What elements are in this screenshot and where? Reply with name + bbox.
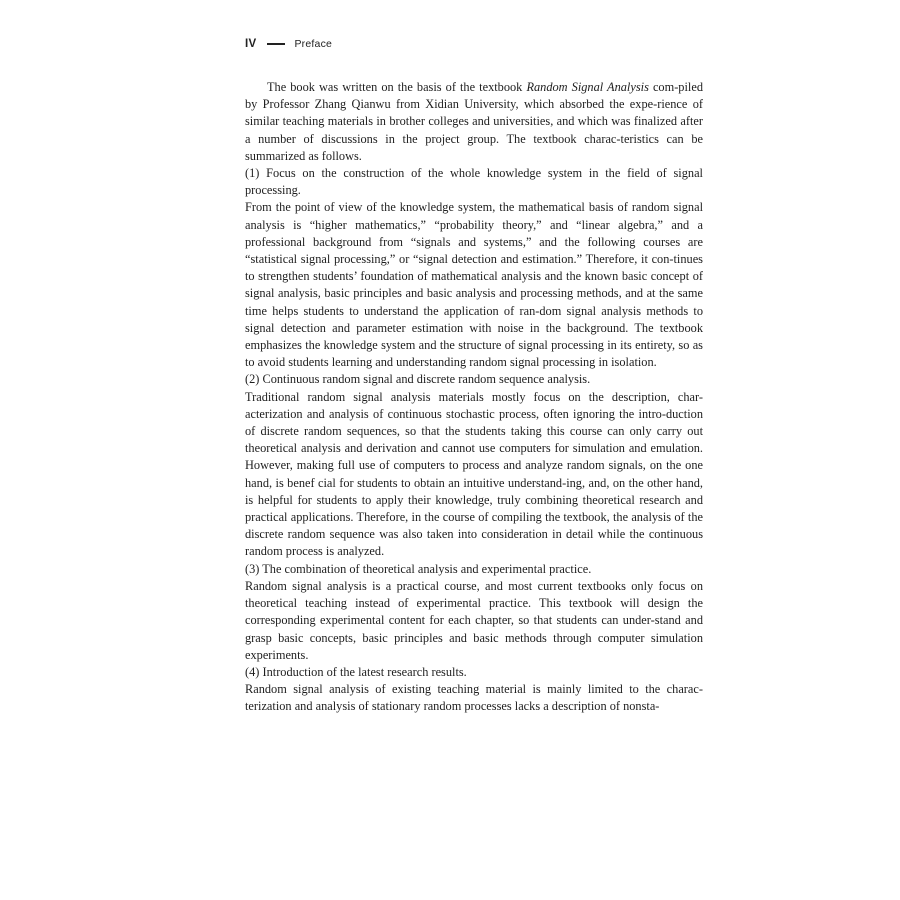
- feature-heading-2: (2) Continuous random signal and discrete random sequence analysis.: [245, 372, 591, 387]
- book-page: [245, 0, 703, 900]
- feature-body-1: From the point of view of the knowledge system, the mathematical basis of random signal analysis is “higher mathematics,” “probability theory,” and “linear algebra,” and a professional background from “signals and systems,” and the following courses are “statistical signal processing,” or “signal detection and estimation.” Therefore, it con-tinues to strengthen students’ foundation of mathematical analysis and the known basic concept of signal analysis, basic principles and basic analysis and processing methods, and at the same time helps students to understand the application of ran-dom signal analysis methods to signal detection and parameter estimation with noise in the background. The textbook emphasizes the knowledge system and the structure of signal processing in its entirety, so as to avoid students learning and understanding random signal processing in isolation.: [245, 200, 703, 370]
- running-head: [245, 37, 332, 51]
- feature-body-2: Traditional random signal analysis materials mostly focus on the description, char-acterization and analysis of continuous stochastic process, often ignoring the intro-duction of discrete random sequences, so that the students taking this course can only carry out theoretical analysis and derivation and cannot use computers for simulation and emulation. However, making full use of computers to process and analyze random signals, on the one hand, is benef cial for students to obtain an intuitive understand-ing, and, on the other hand, is helpful for students to apply their knowledge, truly combining theoretical research and practical applications. Therefore, in the course of compiling the textbook, the analysis of the discrete random sequence was also taken into consideration in detail while the continuous random process is analyzed.: [245, 389, 703, 559]
- feature-body-4: Random signal analysis of existing teaching material is mainly limited to the charac-terization and analysis of stationary random processes lacks a description of nonsta-: [245, 682, 703, 714]
- feature-heading-1: (1) Focus on the construction of the whole knowledge system in the field of signal processing.: [245, 166, 703, 198]
- feature-body-3: Random signal analysis is a practical course, and most current textbooks only focus on theoretical teaching instead of experimental practice. This textbook will design the corresponding experimental content for each chapter, so that students can under-stand and grasp basic concepts, basic principles and basic methods through computer simulation experiments.: [245, 578, 703, 662]
- feature-item-4: [245, 664, 703, 716]
- intro-paragraph: [245, 79, 703, 165]
- feature-item-2: [245, 371, 703, 560]
- page-number: IV: [245, 38, 257, 50]
- intro-text-start: The book was written on the basis of the textbook: [267, 80, 527, 94]
- body-text: [245, 79, 703, 716]
- book-title: Random Signal Analysis: [526, 80, 649, 94]
- feature-item-3: [245, 561, 703, 664]
- feature-item-1: [245, 165, 703, 371]
- section-title: Preface: [294, 38, 333, 50]
- feature-heading-4: (4) Introduction of the latest research results.: [245, 664, 467, 679]
- running-head-rule: [267, 43, 285, 45]
- feature-heading-3: (3) The combination of theoretical analysis and experimental practice.: [245, 561, 592, 576]
- intro-text-end: com-piled by Professor Zhang Qianwu from Xidian University, which absorbed the expe-rience of similar teaching materials in brother colleges and universities, and which was finalized after a number of discussions in the project group. The textbook charac-teristics can be summarized as follows.: [245, 80, 703, 163]
